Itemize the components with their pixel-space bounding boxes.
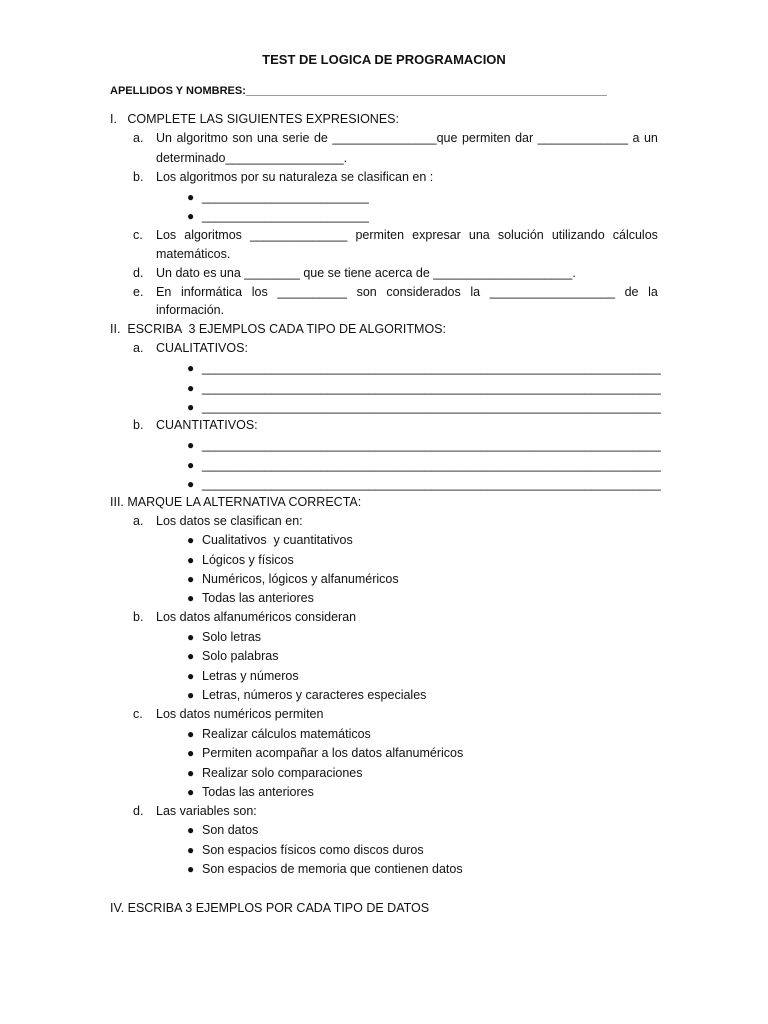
blank-line: __________________________________________________________________ [202,477,661,491]
item-3d-marker: d. [133,804,144,818]
bullet-icon: ● [187,843,195,857]
item-1e-marker: e. [133,285,144,299]
item-1a-line2: determinado_________________. [156,151,348,165]
bullet-icon: ● [187,727,195,741]
option-text: Letras y números [202,669,299,683]
option-text: Letras, números y caracteres especiales [202,688,427,702]
bullet-icon: ● [187,381,195,395]
item-1c-line2: matemáticos. [156,247,231,261]
option-text: Lógicos y físicos [202,553,294,567]
bullet-icon: ● [187,630,195,644]
option-text: Son datos [202,823,259,837]
name-field-line: APELLIDOS Y NOMBRES:___________________________________________________________ [110,85,607,97]
option-text: Cualitativos y cuantitativos [202,533,353,547]
option-text: Son espacios físicos como discos duros [202,843,424,857]
item-1c-line1: Los algoritmos ______________ permiten expresar una solución utilizando cálculos [156,228,658,242]
item-2b-marker: b. [133,418,144,432]
option-text: Numéricos, lógicos y alfanuméricos [202,572,399,586]
item-1e-line2: información. [156,303,225,317]
item-1e-line1: En informática los __________ son considerados la __________________ de la [156,285,658,299]
section-2-heading: II. ESCRIBA 3 EJEMPLOS CADA TIPO DE ALGORITMOS: [110,322,446,336]
item-1a-line1: Un algoritmo son una serie de _______________que permiten dar _____________ a un [156,131,658,145]
item-2a-marker: a. [133,341,144,355]
bullet-icon: ● [187,669,195,683]
option-text: Son espacios de memoria que contienen datos [202,862,463,876]
bullet-icon: ● [187,688,195,702]
item-3b-question: Los datos alfanuméricos consideran [156,610,357,624]
bullet-icon: ● [187,823,195,837]
item-1b-marker: b. [133,170,144,184]
item-3c-marker: c. [133,707,143,721]
bullet-icon: ● [187,572,195,586]
option-text: Todas las anteriores [202,591,314,605]
item-3b-marker: b. [133,610,144,624]
option-text: Realizar cálculos matemáticos [202,727,371,741]
bullet-icon: ● [187,746,195,760]
bullet-icon: ● [187,766,195,780]
page-title: TEST DE LOGICA DE PROGRAMACION [262,52,506,67]
blank-line: __________________________________________________________________ [202,400,661,414]
bullet-icon: ● [187,209,195,223]
blank-line: __________________________________________________________________ [202,438,661,452]
bullet-icon: ● [187,361,195,375]
blank-line: __________________________________________________________________ [202,458,661,472]
blank-line: ________________________ [202,190,369,204]
bullet-icon: ● [187,591,195,605]
item-1a-marker: a. [133,131,144,145]
item-2a-text: CUALITATIVOS: [156,341,248,355]
bullet-icon: ● [187,477,195,491]
section-3-heading: III. MARQUE LA ALTERNATIVA CORRECTA: [110,495,362,509]
option-text: Todas las anteriores [202,785,314,799]
item-3a-marker: a. [133,514,144,528]
item-1b-text: Los algoritmos por su naturaleza se clasifican en : [156,170,434,184]
option-text: Solo palabras [202,649,279,663]
bullet-icon: ● [187,649,195,663]
option-text: Permiten acompañar a los datos alfanuméricos [202,746,464,760]
item-3d-question: Las variables son: [156,804,257,818]
item-1d-marker: d. [133,266,144,280]
option-text: Realizar solo comparaciones [202,766,363,780]
item-3a-question: Los datos se clasifican en: [156,514,303,528]
section-4-heading: IV. ESCRIBA 3 EJEMPLOS POR CADA TIPO DE DATOS [110,901,430,915]
bullet-icon: ● [187,553,195,567]
item-1d-text: Un dato es una ________ que se tiene acerca de ____________________. [156,266,576,280]
bullet-icon: ● [187,438,195,452]
item-2b-text: CUANTITATIVOS: [156,418,258,432]
bullet-icon: ● [187,533,195,547]
blank-line: __________________________________________________________________ [202,381,661,395]
bullet-icon: ● [187,190,195,204]
bullet-icon: ● [187,400,195,414]
blank-line: ________________________ [202,209,369,223]
section-1-heading: I. COMPLETE LAS SIGUIENTES EXPRESIONES: [110,112,399,126]
item-1c-marker: c. [133,228,143,242]
option-text: Solo letras [202,630,262,644]
bullet-icon: ● [187,862,195,876]
item-3c-question: Los datos numéricos permiten [156,707,324,721]
bullet-icon: ● [187,458,195,472]
bullet-icon: ● [187,785,195,799]
blank-line: __________________________________________________________________ [202,361,661,375]
